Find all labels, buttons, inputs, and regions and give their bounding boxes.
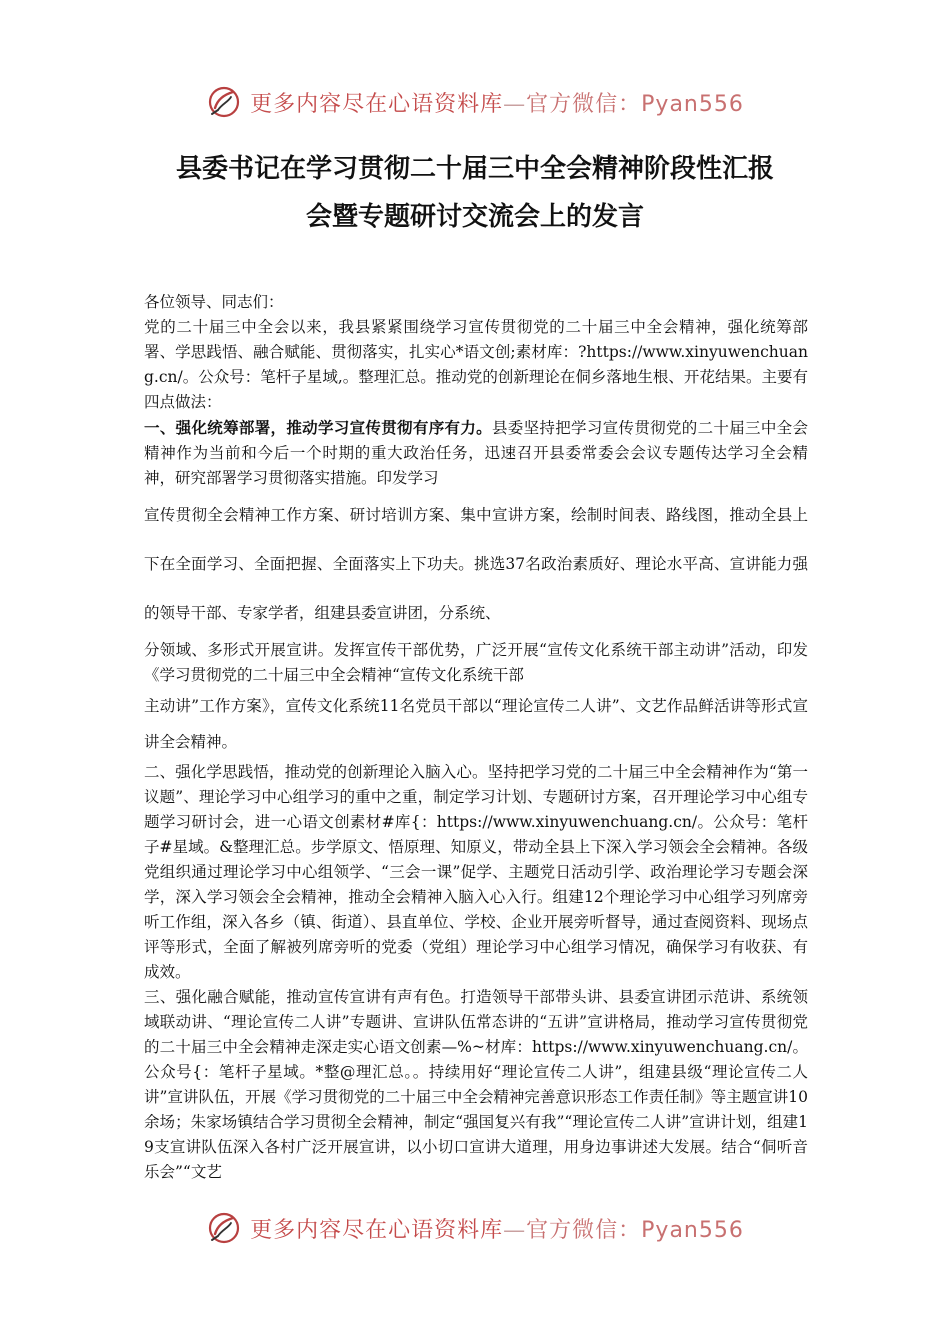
section-1-part-3: 分领域、多形式开展宣讲。发挥宣传干部优势，广泛开展“宣传文化系统干部主动讲”活动，印发《学习贯彻党的二十届三中全会精神“宣传文化系统干部 <box>144 641 808 684</box>
section-1-part-2: 宣传贯彻全会精神工作方案、研讨培训方案、集中宣讲方案，绘制时间表、路线图，推动全县上下在全面学习、全面把握、全面落实上下功夫。挑选37名政治素质好、理论水平高、宣讲能力强的领导干部、专家学者，组建县委宣讲团，分系统、 <box>144 506 808 622</box>
watermark-tail: 官方微信：Pyan556 <box>526 91 744 117</box>
section-1-part-1: 县委坚持把学习宣传贯彻党的二十届三中全会精神作为当前和今后一个时期的重大政治任务，迅速召开县委常委会会议专题传达学习全会精神，研究部署学习贯彻落实措施。印发学习 <box>144 419 808 487</box>
stylized-handwriting-logo-icon <box>206 84 242 120</box>
watermark-tail: 官方微信：Pyan556 <box>526 1217 744 1243</box>
document-body <box>144 290 808 1185</box>
title-line-1: 县委书记在学习贯彻二十届三中全会精神阶段性汇报 <box>175 154 774 184</box>
header-watermark <box>0 80 950 124</box>
watermark-text <box>250 87 744 118</box>
watermark-separator: — <box>503 91 527 117</box>
page-title <box>0 145 950 241</box>
title-line-2: 会暨专题研讨交流会上的发言 <box>305 202 644 232</box>
greeting: 各位领导、同志们： <box>144 293 284 311</box>
section-1-head <box>144 415 808 491</box>
section-3-paragraph: 三、强化融合赋能，推动宣传宣讲有声有色。打造领导干部带头讲、县委宣讲团示范讲、系统领域联动讲、“理论宣传二人讲”专题讲、宣讲队伍常态讲的“五讲”宣讲格局，推动学习宣传贯彻党的二十届三中全会精神走深走实心语文创素—%~材库：https://www.xinyuwenchuang.cn/。公众号{：笔杆子星域。*整@理汇总。。持续用好“理论宣传二人讲”，组建县级“理论宣传二人讲”宣讲队伍，开展《学习贯彻党的二十届三中全会精神完善意识形态工作责任制》等主题宣讲10余场；朱家场镇结合学习贯彻全会精神，制定“强国复兴有我”“理论宣传二人讲”宣讲计划，组建19支宣讲队伍深入各村广泛开展宣讲，以小切口宣讲大道理，用身边事讲述大发展。结合“侗听音乐会”“文艺 <box>144 988 808 1181</box>
intro-paragraph: 党的二十届三中全会以来，我县紧紧围绕学习宣传贯彻党的二十届三中全会精神，强化统筹部署、学思践悟、融合赋能、贯彻落实，扎实心*语文创;素材库：?https://www.xinyuwenchuang.cn/。公众号：笔杆子星域,。整理汇总。推动党的创新理论在侗乡落地生根、开花结果。主要有四点做法： <box>144 318 808 411</box>
watermark-main: 更多内容尽在心语资料库 <box>250 1217 504 1243</box>
section-1-part-4: 主动讲”工作方案》，宣传文化系统11名党员干部以“理论宣传二人讲”、文艺作品鲜活讲等形式宣讲全会精神。 <box>144 697 808 751</box>
watermark-main: 更多内容尽在心语资料库 <box>250 91 504 117</box>
watermark-separator: — <box>503 1217 527 1243</box>
footer-watermark <box>0 1206 950 1250</box>
section-2-paragraph: 二、强化学思践悟，推动党的创新理论入脑入心。坚持把学习党的二十届三中全会精神作为“第一议题”、理论学习中心组学习的重中之重，制定学习计划、专题研讨方案，召开理论学习中心组专题学习研讨会，进一心语文创素材#库{：https://www.xinyuwenchuang.cn/。公众号：笔杆子#星域。&整理汇总。步学原文、悟原理、知原义，带动全县上下深入学习领会全会精神。各级党组织通过理论学习中心组领学、“三会一课”促学、主题党日活动引学、政治理论学习专题会深学，深入学习领会全会精神，推动全会精神入脑入心入行。组建12个理论学习中心组学习列席旁听工作组，深入各乡（镇、街道）、县直单位、学校、企业开展旁听督导，通过查阅资料、现场点评等形式，全面了解被列席旁听的党委（党组）理论学习中心组学习情况，确保学习有收获、有成效。 <box>144 763 808 981</box>
watermark-text <box>250 1213 744 1244</box>
section-1-lead: 一、强化统筹部署，推动学习宣传贯彻有序有力。 <box>144 418 492 437</box>
stylized-handwriting-logo-icon <box>206 1210 242 1246</box>
